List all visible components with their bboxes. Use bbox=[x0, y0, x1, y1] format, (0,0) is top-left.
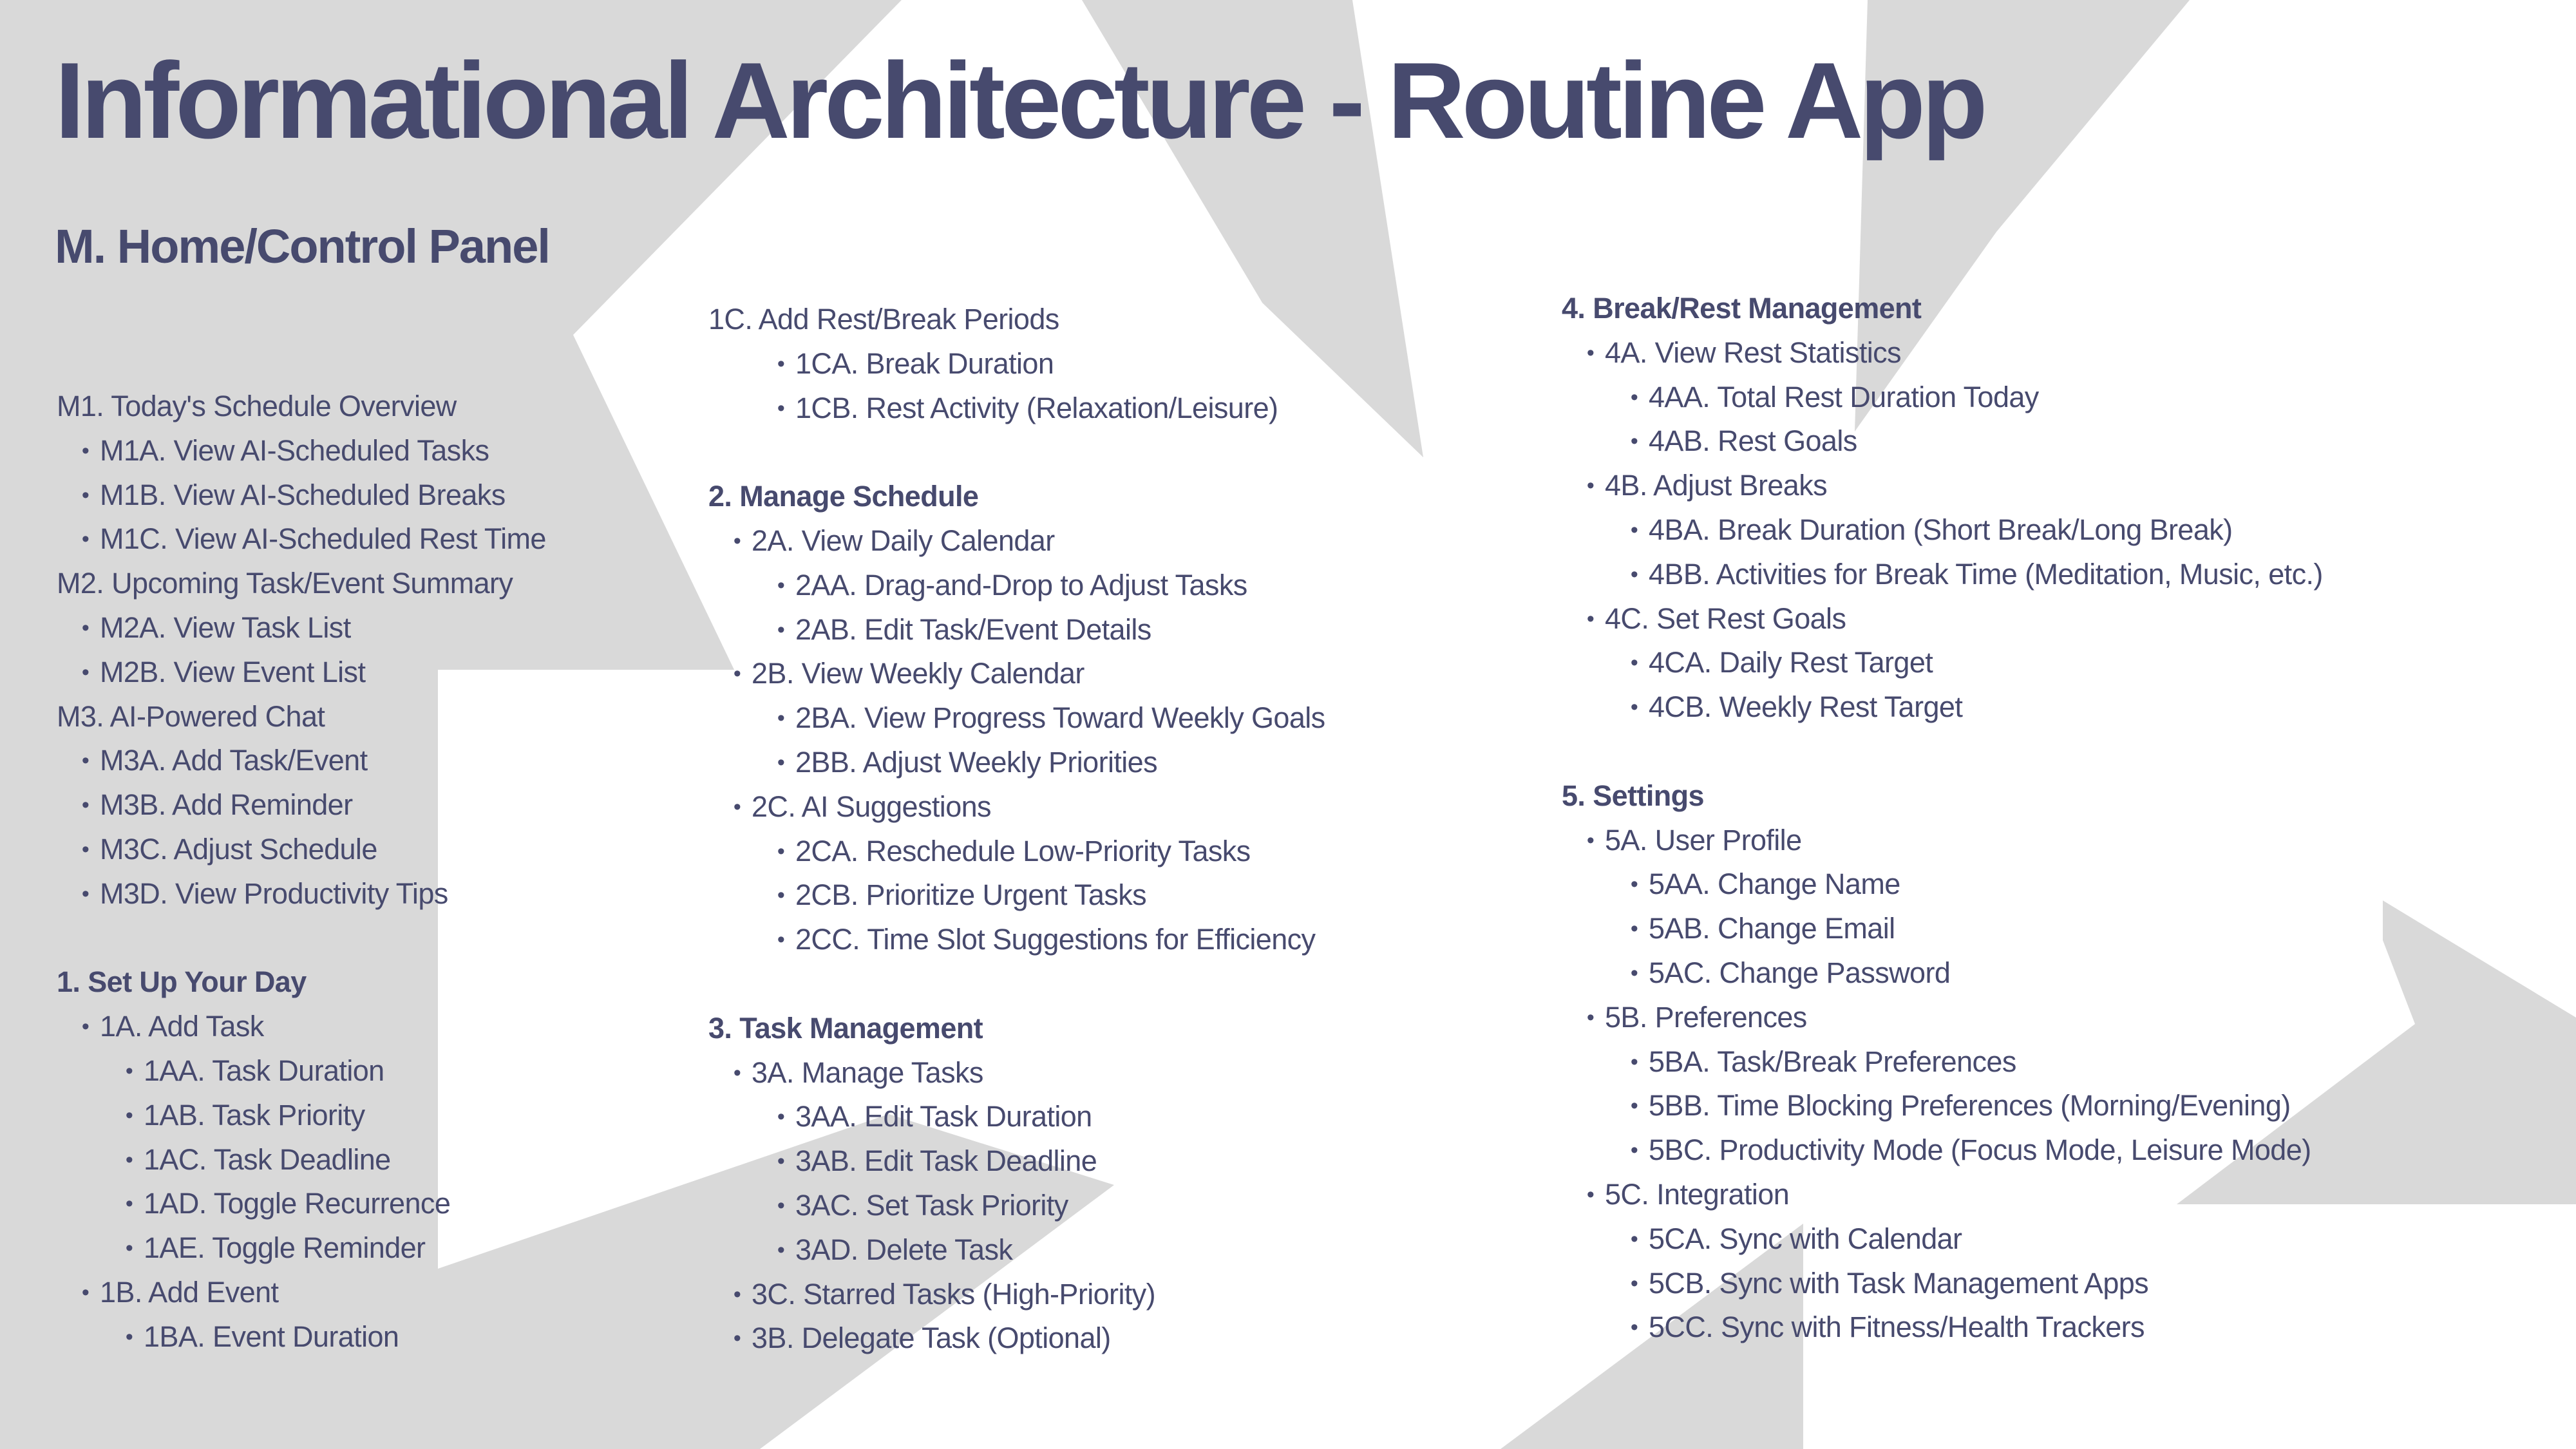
bullet-icon: • bbox=[777, 1104, 785, 1130]
outline-text: 3AA. Edit Task Duration bbox=[795, 1100, 1092, 1133]
outline-text: 1B. Add Event bbox=[100, 1275, 279, 1309]
bullet-icon: • bbox=[1586, 606, 1595, 631]
bullet-icon: • bbox=[1586, 340, 1595, 365]
outline-subitem bbox=[1562, 597, 2323, 641]
outline-text: 5BA. Task/Break Preferences bbox=[1649, 1045, 2016, 1078]
outline-text: M3C. Adjust Schedule bbox=[100, 832, 377, 866]
bullet-icon: • bbox=[125, 1103, 133, 1128]
outline-subitem bbox=[57, 1226, 546, 1271]
outline-subitem bbox=[57, 828, 546, 872]
outline-text: M1B. View AI-Scheduled Breaks bbox=[100, 478, 506, 511]
bullet-icon: • bbox=[1586, 1182, 1595, 1207]
outline-text: 2CA. Reschedule Low-Priority Tasks bbox=[795, 834, 1251, 867]
outline-text: 1AB. Task Priority bbox=[144, 1098, 365, 1132]
bullet-icon: • bbox=[81, 1280, 90, 1305]
outline-subitem bbox=[57, 650, 546, 695]
bullet-icon: • bbox=[1630, 1271, 1638, 1296]
outline-subitem bbox=[708, 785, 1325, 829]
bullet-icon: • bbox=[1630, 916, 1638, 942]
outline-subitem bbox=[1562, 1262, 2323, 1306]
outline-subitem bbox=[1562, 951, 2323, 996]
outline-text: 4AB. Rest Goals bbox=[1649, 424, 1857, 458]
bullet-icon: • bbox=[1630, 384, 1638, 410]
outline-subitem bbox=[708, 1095, 1325, 1139]
outline-subitem bbox=[57, 783, 546, 828]
outline-text: 1. Set Up Your Day bbox=[57, 965, 307, 999]
page-title: Informational Architecture - Routine App bbox=[55, 40, 1984, 161]
bullet-icon: • bbox=[777, 1149, 785, 1174]
section-heading bbox=[1562, 774, 2323, 819]
outline-subitem bbox=[708, 1184, 1325, 1228]
bullet-icon: • bbox=[777, 573, 785, 598]
outline-subitem bbox=[708, 1273, 1325, 1317]
outline-subitem bbox=[1562, 685, 2323, 730]
bullet-icon: • bbox=[125, 1147, 133, 1172]
outline-subitem bbox=[1562, 996, 2323, 1040]
outline-text: 4. Break/Rest Management bbox=[1562, 292, 1922, 325]
bullet-icon: • bbox=[1630, 1226, 1638, 1251]
outline-text: 4C. Set Rest Goals bbox=[1605, 601, 1846, 635]
outline-subitem bbox=[57, 1094, 546, 1138]
outline-text: M3A. Add Task/Event bbox=[100, 744, 368, 777]
outline-subitem bbox=[57, 1049, 546, 1094]
bullet-icon: • bbox=[1630, 872, 1638, 897]
outline-subitem bbox=[708, 1316, 1325, 1361]
outline-text: 1AC. Task Deadline bbox=[144, 1142, 391, 1176]
outline-subitem bbox=[1562, 1173, 2323, 1217]
outline-subitem bbox=[1562, 464, 2323, 508]
outline-text: 2AB. Edit Task/Event Details bbox=[795, 612, 1151, 646]
bullet-icon: • bbox=[777, 750, 785, 775]
outline-subitem bbox=[708, 564, 1325, 608]
outline-text: 3AB. Edit Task Deadline bbox=[795, 1144, 1097, 1178]
outline-text: 2BA. View Progress Toward Weekly Goals bbox=[795, 701, 1325, 735]
outline-text: M2A. View Task List bbox=[100, 611, 351, 644]
bullet-icon: • bbox=[81, 881, 90, 906]
outline-text: 2CC. Time Slot Suggestions for Efficiency bbox=[795, 923, 1316, 956]
bullet-icon: • bbox=[1630, 1138, 1638, 1163]
column-3 bbox=[1562, 287, 2323, 1350]
outline-subitem bbox=[1562, 1128, 2323, 1173]
section-heading bbox=[708, 1007, 1325, 1051]
outline-subitem bbox=[708, 696, 1325, 741]
outline-subitem bbox=[708, 342, 1325, 386]
outline-subitem bbox=[708, 519, 1325, 564]
bullet-icon: • bbox=[81, 659, 90, 685]
outline-subitem bbox=[57, 429, 546, 473]
outline-text: 5. Settings bbox=[1562, 779, 1704, 812]
outline-text: 3. Task Management bbox=[708, 1011, 983, 1045]
spacer bbox=[57, 916, 546, 961]
section-heading bbox=[1562, 287, 2323, 331]
bullet-icon: • bbox=[1630, 650, 1638, 676]
outline-subitem bbox=[1562, 907, 2323, 951]
bullet-icon: • bbox=[1630, 960, 1638, 985]
outline-subitem bbox=[1562, 331, 2323, 375]
outline-text: 2A. View Daily Calendar bbox=[752, 524, 1055, 557]
outline-text: 5CA. Sync with Calendar bbox=[1649, 1222, 1962, 1255]
bullet-icon: • bbox=[733, 1060, 741, 1085]
outline-text: 3AC. Set Task Priority bbox=[795, 1188, 1068, 1222]
outline-subitem bbox=[57, 517, 546, 562]
bullet-icon: • bbox=[1630, 695, 1638, 720]
outline-text: 4CB. Weekly Rest Target bbox=[1649, 690, 1963, 724]
bullet-icon: • bbox=[1630, 1094, 1638, 1119]
outline-text: 2AA. Drag-and-Drop to Adjust Tasks bbox=[795, 568, 1247, 601]
outline-subitem bbox=[57, 473, 546, 518]
outline-subitem bbox=[708, 1228, 1325, 1273]
outline-text: 5BC. Productivity Mode (Focus Mode, Leisure Mode) bbox=[1649, 1133, 2311, 1167]
bullet-icon: • bbox=[81, 837, 90, 862]
outline-subitem bbox=[1562, 419, 2323, 464]
outline-subitem bbox=[1562, 375, 2323, 420]
outline-text: M1C. View AI-Scheduled Rest Time bbox=[100, 522, 546, 556]
outline-text: M2. Upcoming Task/Event Summary bbox=[57, 567, 513, 600]
outline-subitem bbox=[708, 873, 1325, 918]
outline-subitem bbox=[57, 739, 546, 783]
outline-subitem bbox=[57, 1005, 546, 1049]
outline-item bbox=[708, 298, 1325, 342]
bullet-icon: • bbox=[81, 1014, 90, 1039]
outline-subitem bbox=[1562, 1305, 2323, 1350]
bullet-icon: • bbox=[81, 748, 90, 773]
bullet-icon: • bbox=[81, 615, 90, 640]
bullet-icon: • bbox=[125, 1324, 133, 1349]
outline-subitem bbox=[1562, 819, 2323, 863]
bullet-icon: • bbox=[777, 706, 785, 731]
outline-item bbox=[57, 384, 546, 429]
outline-subitem bbox=[708, 1051, 1325, 1095]
outline-subitem bbox=[57, 872, 546, 916]
bullet-icon: • bbox=[81, 482, 90, 507]
outline-subitem bbox=[708, 652, 1325, 696]
bullet-icon: • bbox=[777, 617, 785, 642]
outline-text: M3D. View Productivity Tips bbox=[100, 876, 448, 910]
spacer bbox=[1562, 730, 2323, 774]
bullet-icon: • bbox=[733, 1326, 741, 1351]
column-1 bbox=[57, 384, 546, 1359]
outline-text: 1BA. Event Duration bbox=[144, 1320, 399, 1353]
outline-text: M1A. View AI-Scheduled Tasks bbox=[100, 433, 489, 467]
bullet-icon: • bbox=[777, 927, 785, 952]
outline-subitem bbox=[1562, 862, 2323, 907]
bullet-icon: • bbox=[777, 351, 785, 376]
outline-text: 5BB. Time Blocking Preferences (Morning/Evening) bbox=[1649, 1089, 2291, 1122]
bullet-icon: • bbox=[1586, 828, 1595, 853]
outline-text: 4BB. Activities for Break Time (Meditation, Music, etc.) bbox=[1649, 557, 2323, 591]
outline-text: 3C. Starred Tasks (High-Priority) bbox=[752, 1277, 1156, 1311]
bullet-icon: • bbox=[733, 1282, 741, 1307]
outline-subitem bbox=[708, 608, 1325, 652]
bullet-icon: • bbox=[81, 438, 90, 463]
outline-subitem bbox=[1562, 1084, 2323, 1128]
outline-text: 3B. Delegate Task (Optional) bbox=[752, 1321, 1111, 1355]
outline-text: 1CA. Break Duration bbox=[795, 346, 1054, 380]
outline-text: 4CA. Daily Rest Target bbox=[1649, 646, 1933, 679]
outline-text: 4AA. Total Rest Duration Today bbox=[1649, 380, 2039, 413]
outline-text: 5CB. Sync with Task Management Apps bbox=[1649, 1266, 2149, 1300]
outline-text: 3A. Manage Tasks bbox=[752, 1056, 983, 1089]
outline-subitem bbox=[708, 1139, 1325, 1184]
bullet-icon: • bbox=[733, 661, 741, 687]
outline-text: 4A. View Rest Statistics bbox=[1605, 336, 1901, 369]
outline-subitem bbox=[1562, 508, 2323, 553]
outline-subitem bbox=[708, 918, 1325, 962]
outline-text: 4BA. Break Duration (Short Break/Long Break) bbox=[1649, 513, 2233, 546]
bullet-icon: • bbox=[777, 395, 785, 421]
bullet-icon: • bbox=[1630, 517, 1638, 542]
outline-subitem bbox=[57, 1271, 546, 1315]
outline-text: 2CB. Prioritize Urgent Tasks bbox=[795, 878, 1147, 912]
outline-text: 5AA. Change Name bbox=[1649, 867, 1900, 901]
outline-text: 1C. Add Rest/Break Periods bbox=[708, 303, 1059, 336]
outline-subitem bbox=[708, 829, 1325, 874]
outline-item bbox=[57, 562, 546, 606]
outline-subitem bbox=[708, 741, 1325, 785]
outline-subitem bbox=[1562, 1040, 2323, 1084]
outline-subitem bbox=[57, 1315, 546, 1359]
bullet-icon: • bbox=[777, 1193, 785, 1218]
bullet-icon: • bbox=[1630, 562, 1638, 587]
outline-text: 2. Manage Schedule bbox=[708, 480, 979, 513]
outline-subitem bbox=[1562, 553, 2323, 597]
outline-text: M3. AI-Powered Chat bbox=[57, 699, 325, 733]
outline-text: 1AE. Toggle Reminder bbox=[144, 1231, 426, 1265]
outline-item bbox=[57, 695, 546, 739]
bullet-icon: • bbox=[733, 794, 741, 819]
outline-text: 5AB. Change Email bbox=[1649, 912, 1895, 945]
outline-text: 1CB. Rest Activity (Relaxation/Leisure) bbox=[795, 391, 1278, 424]
outline-subitem bbox=[708, 386, 1325, 431]
outline-subitem bbox=[1562, 641, 2323, 685]
section-subtitle: M. Home/Control Panel bbox=[55, 220, 549, 273]
bullet-icon: • bbox=[1586, 473, 1595, 498]
bullet-icon: • bbox=[1630, 1049, 1638, 1074]
bullet-icon: • bbox=[1630, 429, 1638, 454]
section-heading bbox=[57, 960, 546, 1005]
outline-text: 4B. Adjust Breaks bbox=[1605, 469, 1827, 502]
outline-text: M3B. Add Reminder bbox=[100, 788, 353, 822]
bullet-icon: • bbox=[81, 527, 90, 552]
spacer bbox=[708, 962, 1325, 1007]
bullet-icon: • bbox=[1586, 1005, 1595, 1030]
outline-text: 3AD. Delete Task bbox=[795, 1233, 1013, 1266]
outline-subitem bbox=[57, 606, 546, 650]
bullet-icon: • bbox=[125, 1058, 133, 1083]
bullet-icon: • bbox=[777, 883, 785, 908]
outline-text: 5C. Integration bbox=[1605, 1177, 1790, 1211]
outline-text: 2C. AI Suggestions bbox=[752, 790, 991, 823]
outline-text: 1A. Add Task bbox=[100, 1010, 264, 1043]
bullet-icon: • bbox=[81, 793, 90, 818]
outline-text: 5AC. Change Password bbox=[1649, 956, 1951, 989]
bullet-icon: • bbox=[733, 528, 741, 553]
outline-subitem bbox=[57, 1138, 546, 1182]
outline-text: 5B. Preferences bbox=[1605, 1000, 1807, 1034]
outline-text: 5CC. Sync with Fitness/Health Trackers bbox=[1649, 1311, 2145, 1344]
bullet-icon: • bbox=[1630, 1315, 1638, 1340]
bullet-icon: • bbox=[777, 1237, 785, 1262]
bullet-icon: • bbox=[125, 1236, 133, 1261]
outline-text: 2BB. Adjust Weekly Priorities bbox=[795, 745, 1157, 779]
outline-subitem bbox=[57, 1182, 546, 1226]
bullet-icon: • bbox=[777, 838, 785, 864]
outline-text: M2B. View Event List bbox=[100, 655, 366, 688]
outline-text: 5A. User Profile bbox=[1605, 823, 1802, 857]
spacer bbox=[708, 430, 1325, 475]
outline-text: M1. Today's Schedule Overview bbox=[57, 390, 457, 422]
outline-text: 1AD. Toggle Recurrence bbox=[144, 1187, 451, 1220]
outline-text: 2B. View Weekly Calendar bbox=[752, 657, 1084, 690]
column-2 bbox=[708, 298, 1325, 1361]
outline-subitem bbox=[1562, 1217, 2323, 1262]
bullet-icon: • bbox=[125, 1191, 133, 1217]
outline-text: 1AA. Task Duration bbox=[144, 1054, 384, 1087]
section-heading bbox=[708, 475, 1325, 519]
